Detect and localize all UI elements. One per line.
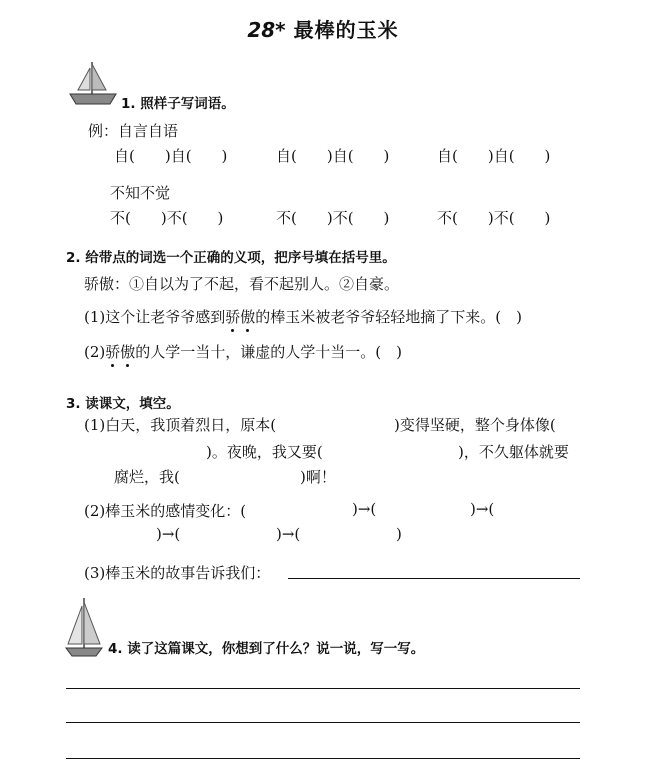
q3-p1-line1-b: )变得坚硬，整个身体像( — [394, 416, 556, 434]
q1-row2-item2: 不( )不( ) — [276, 209, 390, 227]
q1-example2: 不知不觉 — [110, 184, 171, 202]
q3-p2-arrow1: )→( — [352, 500, 377, 518]
q3-p1-line3-a: 腐烂，我( — [114, 468, 180, 486]
q4-heading: 4. 读了这篇课文，你想到了什么？说一说，写一写。 — [108, 641, 425, 657]
q1-row2-item3: 不( )不( ) — [437, 209, 551, 227]
q1-example: 例：自言自语 — [88, 122, 179, 140]
writing-line[interactable] — [66, 722, 580, 723]
q2-heading: 2. 给带点的词选一个正确的义项，把序号填在括号里。 — [66, 250, 396, 266]
sailboat-icon — [62, 596, 106, 660]
q2-sentence2: (2)骄傲的人学一当十，谦虚的人学十当一。( ) — [84, 343, 402, 361]
q2-sentence1: (1)这个让老爷爷感到骄傲的棒玉米被老爷爷轻轻地摘了下来。( ) — [84, 308, 522, 326]
q1-heading: 1. 照样子写词语。 — [121, 96, 235, 112]
page-title — [0, 14, 646, 43]
q2-definition: 骄傲：①自以为了不起，看不起别人。②自豪。 — [84, 275, 400, 293]
q3-p1-line1-a: (1)白天，我顶着烈日，原本( — [84, 416, 277, 434]
sailboat-icon — [66, 58, 120, 108]
writing-line[interactable] — [66, 758, 580, 759]
q3-p3: (3)棒玉米的故事告诉我们： — [84, 564, 271, 582]
q1-row2-item1: 不( )不( ) — [110, 209, 224, 227]
dotted-word: 骄傲 — [105, 343, 136, 361]
lesson-number: 28* — [247, 18, 286, 42]
q3-p2-line2-b: )→( — [276, 525, 301, 543]
q3-heading: 3. 读课文，填空。 — [66, 396, 180, 412]
q3-p2-arrow2: )→( — [470, 500, 495, 518]
q1-row1-item2: 自( )自( ) — [276, 147, 390, 165]
q3-p1-line2-b: )，不久躯体就要 — [458, 443, 569, 461]
answer-line[interactable] — [288, 578, 580, 579]
q3-p1-line2-a: )。夜晚，我又要( — [206, 443, 323, 461]
q1-row1-item3: 自( )自( ) — [437, 147, 551, 165]
lesson-title: 最棒的玉米 — [293, 18, 399, 42]
writing-line[interactable] — [66, 688, 580, 689]
q3-p2-line2-a: )→( — [156, 525, 181, 543]
q1-row1-item1: 自( )自( ) — [114, 147, 228, 165]
q3-p1-line3-b: )啊！ — [300, 468, 336, 486]
q3-p2-line1: (2)棒玉米的感情变化：( — [84, 502, 247, 520]
dotted-word: 骄傲 — [225, 308, 256, 326]
q3-p2-line2-c: ) — [396, 525, 402, 543]
